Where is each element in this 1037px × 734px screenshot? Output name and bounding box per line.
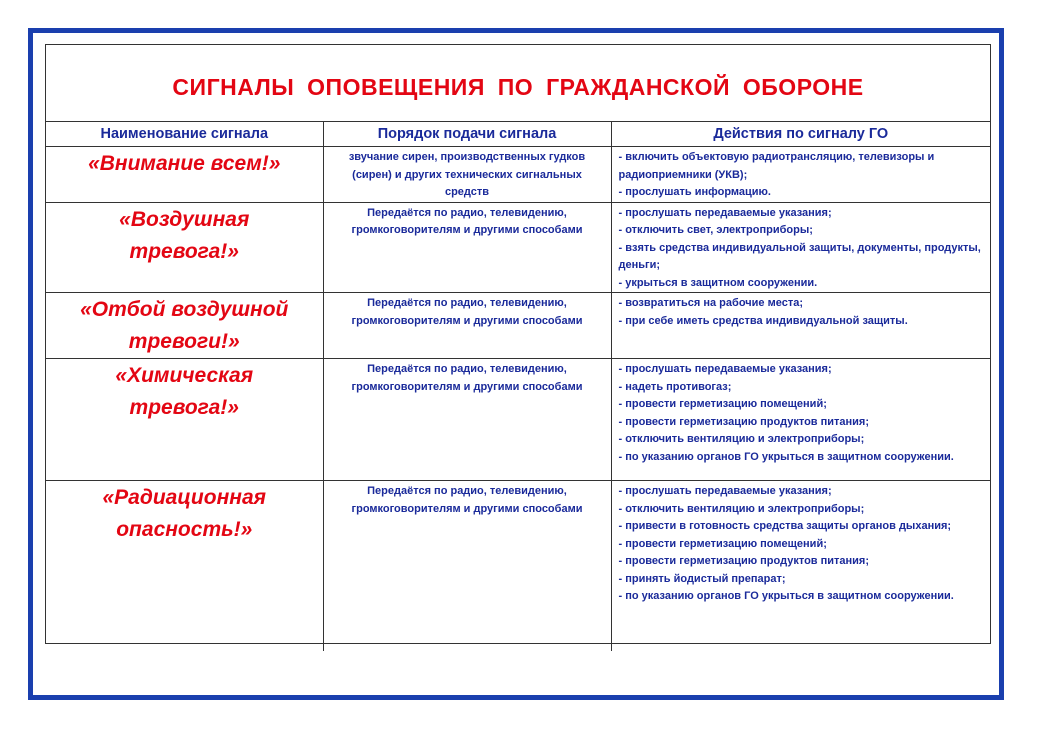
- signal-name: «Внимание всем!»: [88, 152, 281, 175]
- column-header-order: Порядок подачи сигнала: [323, 122, 611, 147]
- list-item: - при себе иметь средства индивидуальной защиты.: [618, 314, 908, 327]
- list-item: - по указанию органов ГО укрыться в защитном сооружении.: [618, 450, 954, 463]
- actions-list: [612, 481, 991, 606]
- order-cell: [323, 202, 611, 293]
- list-item: - возвратиться на рабочие места;: [618, 297, 803, 309]
- table-row: [46, 481, 990, 651]
- signal-order: Передаётся по радио, телевидению, громкоговорителям и другими способами: [351, 297, 583, 327]
- order-cell: [323, 147, 611, 203]
- list-item: - по указанию органов ГО укрыться в защитном сооружении.: [618, 590, 954, 602]
- page-title: СИГНАЛЫ ОПОВЕЩЕНИЯ ПО ГРАЖДАНСКОЙ ОБОРОНЕ: [172, 73, 864, 100]
- signal-name: «Воздушная тревога!»: [119, 207, 250, 263]
- actions-cell: [611, 293, 990, 359]
- actions-cell: [611, 481, 990, 651]
- signal-order: звучание сирен, производственных гудков (сирен) и других технических сигнальных средств: [348, 151, 586, 198]
- actions-list: [612, 293, 991, 330]
- actions-cell: [611, 202, 990, 293]
- list-item: - включить объектовую радиотрансляцию, телевизоры и радиоприемники (УКВ);: [618, 151, 935, 181]
- signal-name: «Химическая тревога!»: [115, 364, 254, 419]
- signal-cell: [46, 147, 323, 203]
- list-item: - отключить вентиляцию и электроприборы;: [618, 433, 865, 445]
- actions-cell: [611, 147, 990, 203]
- signal-name: «Радиационная опасность!»: [102, 486, 266, 541]
- signal-cell: [46, 359, 323, 481]
- list-item: - надеть противогаз;: [618, 380, 732, 393]
- signal-order: Передаётся по радио, телевидению, громкоговорителям и другими способами: [351, 485, 583, 515]
- signal-cell: [46, 202, 323, 293]
- title-bar: [46, 45, 990, 122]
- list-item: - прослушать информацию.: [618, 186, 771, 198]
- list-item: - принять йодистый препарат;: [618, 572, 786, 585]
- signal-order: Передаётся по радио, телевидению, громкоговорителям и другими способами: [351, 363, 583, 393]
- signals-table: [46, 122, 990, 651]
- list-item: - отключить свет, электроприборы;: [618, 224, 813, 236]
- table-row: [46, 147, 990, 203]
- actions-list: [612, 147, 991, 202]
- signal-order: Передаётся по радио, телевидению, громкоговорителям и другими способами: [351, 206, 583, 236]
- list-item: - провести герметизацию помещений;: [618, 398, 827, 410]
- signal-name: «Отбой воздушной тревоги!»: [80, 298, 289, 353]
- table-row: [46, 359, 990, 481]
- list-item: - взять средства индивидуальной защиты, документы, продукты, деньги;: [618, 241, 981, 271]
- actions-list: [612, 203, 991, 293]
- list-item: - прослушать передаваемые указания;: [618, 363, 832, 375]
- order-cell: [323, 293, 611, 359]
- signal-cell: [46, 293, 323, 359]
- actions-list: [612, 359, 991, 466]
- list-item: - отключить вентиляцию и электроприборы;: [618, 502, 865, 515]
- order-cell: [323, 359, 611, 481]
- list-item: - укрыться в защитном сооружении.: [618, 276, 818, 289]
- list-item: - прослушать передаваемые указания;: [618, 206, 832, 219]
- signal-cell: [46, 481, 323, 651]
- list-item: - провести герметизацию продуктов питания;: [618, 555, 870, 567]
- list-item: - привести в готовность средства защиты органов дыхания;: [618, 520, 952, 532]
- table-row: [46, 202, 990, 293]
- table-header-row: [46, 122, 990, 147]
- list-item: - провести герметизацию продуктов питания;: [618, 415, 870, 428]
- column-header-signal: Наименование сигнала: [46, 122, 323, 147]
- signals-sheet: [45, 44, 991, 644]
- column-header-actions: Действия по сигналу ГО: [611, 122, 990, 147]
- actions-cell: [611, 359, 990, 481]
- order-cell: [323, 481, 611, 651]
- list-item: - провести герметизацию помещений;: [618, 537, 827, 550]
- table-row: [46, 293, 990, 359]
- list-item: - прослушать передаваемые указания;: [618, 485, 832, 497]
